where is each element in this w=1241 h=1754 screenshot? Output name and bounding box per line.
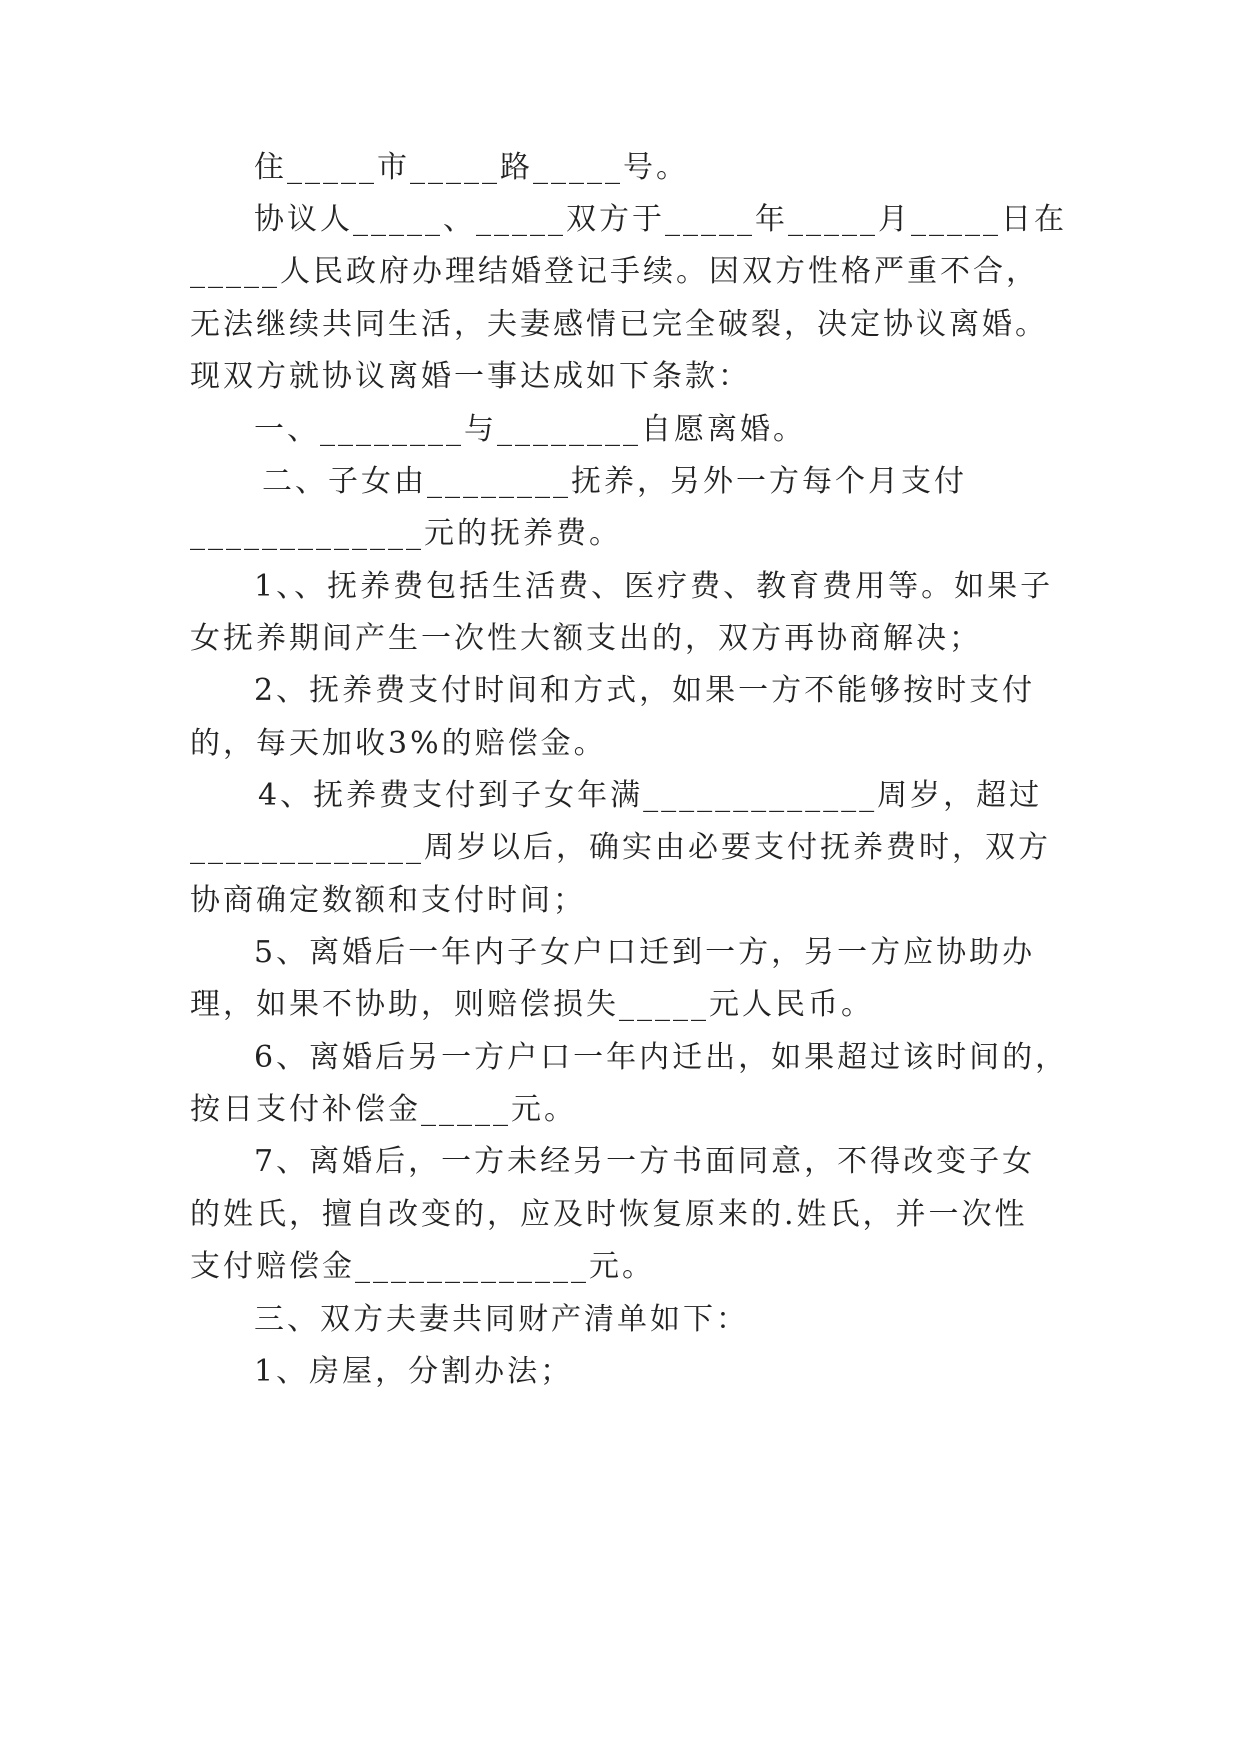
text-line: 支付赔偿金_____________元。 [190,1249,655,1284]
text-line: _____人民政府办理结婚登记手续。因双方性格严重不合， [190,254,1039,289]
text-line: 无法继续共同生活，夫妻感情已完全破裂，决定协议离婚。 [190,307,1048,342]
text-line: _____________元的抚养费。 [190,516,622,551]
text-line: 协商确定数额和支付时间； [190,883,586,918]
text-line: 1、、抚养费包括生活费、医疗费、教育费用等。如果子 [254,569,1054,604]
text-line: 的，每天加收3%的赔偿金。 [190,726,607,761]
text-line: 2、抚养费支付时间和方式，如果一方不能够按时支付 [254,673,1036,708]
text-line: 1、房屋，分割办法； [254,1354,574,1389]
text-line: 4、抚养费支付到子女年满_____________周岁，超过 [258,778,1043,813]
text-line: 6、离婚后另一方户口一年内迁出，如果超过该时间的， [254,1040,1069,1075]
text-line: 理，如果不协助，则赔偿损失_____元人民币。 [190,987,874,1022]
text-line: 协议人_____、_____双方于_____年_____月_____日在 [254,202,1067,237]
text-line: 7、离婚后，一方未经另一方书面同意，不得改变子女 [254,1144,1036,1179]
text-line: 二、子女由________抚养，另外一方每个月支付 [262,464,967,499]
text-line: _____________周岁以后，确实由必要支付抚养费时，双方 [190,830,1051,865]
text-line: 三、双方夫妻共同财产清单如下： [254,1302,749,1337]
text-line: 一、________与________自愿离婚。 [254,412,806,447]
text-line: 的姓氏，擅自改变的，应及时恢复原来的.姓氏，并一次性 [190,1197,1028,1232]
text-line: 现双方就协议离婚一事达成如下条款： [190,359,751,394]
text-line: 女抚养期间产生一次性大额支出的，双方再协商解决； [190,621,982,656]
text-line: 5、离婚后一年内子女户口迁到一方，另一方应协助办 [254,935,1036,970]
text-line: 住_____市_____路_____号。 [254,150,689,185]
text-line: 按日支付补偿金_____元。 [190,1092,577,1127]
